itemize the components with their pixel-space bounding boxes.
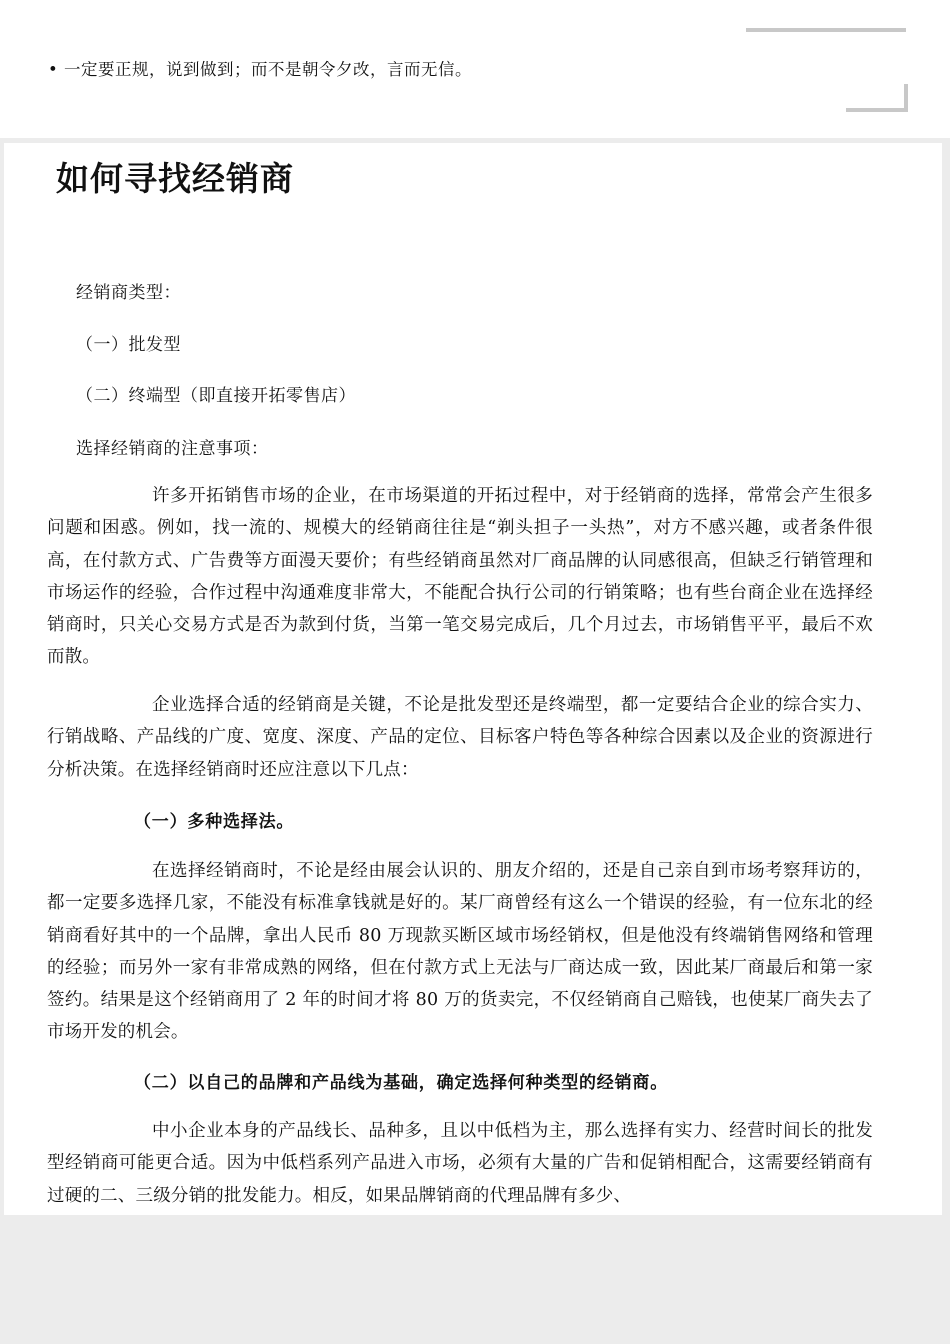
dealer-types-label: 经销商类型： bbox=[76, 283, 181, 303]
decorative-corner-bracket bbox=[846, 84, 908, 112]
page-title: 如何寻找经销商 bbox=[56, 159, 294, 198]
dealer-type-wholesale: （一）批发型 bbox=[76, 335, 181, 355]
paragraph-intro: 许多开拓销售市场的企业，在市场渠道的开拓过程中，对于经销商的选择，常常会产生很多问题和困惑。例如，找一流的、规模大的经销商往往是“剃头担子一头热”，对方不感兴趣，或者条件很高，在付款方式、广告费等方面漫天要价；有些经销商虽然对厂商品牌的认同感很高，但缺乏行销管理和市场运作的经验，合作过程中沟通难度非常大，不能配合执行公司的行销策略；也有些台商企业在选择经销商时，只关心交易方式是否为款到付货，当第一笔交易完成后，几个月过去，市场销售平平，最后不欢而散。 bbox=[47, 486, 873, 668]
document-page bbox=[4, 143, 942, 1215]
previous-page-fragment bbox=[0, 0, 950, 138]
selection-notes-label: 选择经销商的注意事项： bbox=[76, 439, 269, 459]
paragraph-multiple-choice: 在选择经销商时，不论是经由展会认识的、朋友介绍的，还是自己亲自到市场考察拜访的，都一定要多选择几家，不能没有标准拿钱就是好的。某厂商曾经有这么一个错误的经验，有一位东北的经销商看好其中的一个品牌，拿出人民币 80 万现款买断区域市场经销权，但是他没有终端销售网络和管理的经验；而另外一家有非常成熟的网络，但在付款方式上无法与厂商达成一致，因此某厂商最后和第一家签约。结果是这个经销商用了 2 年的时间才将 80 万的货卖完，不仅经销商自己赔钱，也使某厂商失去了市场开发的机会。 bbox=[47, 861, 873, 1043]
decorative-line bbox=[746, 28, 906, 32]
bullet-text: • 一定要正规，说到做到；而不是朝令夕改，言而无信。 bbox=[48, 60, 472, 79]
section-heading-2: （二）以自己的品牌和产品线为基础，确定选择何种类型的经销商。 bbox=[134, 1073, 668, 1093]
paragraph-brand-basis: 中小企业本身的产品线长、品种多，且以中低档为主，那么选择有实力、经营时间长的批发型经销商可能更合适。因为中低档系列产品进入市场，必须有大量的广告和促销相配合，这需要经销商有过硬的二、三级分销的批发能力。相反，如果品牌销商的代理品牌有多少、 bbox=[47, 1121, 873, 1206]
paragraph-key-choice: 企业选择合适的经销商是关键，不论是批发型还是终端型，都一定要结合企业的综合实力、行销战略、产品线的广度、宽度、深度、产品的定位、目标客户特色等各种综合因素以及企业的资源进行分析决策。在选择经销商时还应注意以下几点： bbox=[47, 695, 873, 780]
dealer-type-terminal: （二）终端型（即直接开拓零售店） bbox=[76, 386, 356, 406]
section-heading-1: （一）多种选择法。 bbox=[134, 812, 295, 832]
